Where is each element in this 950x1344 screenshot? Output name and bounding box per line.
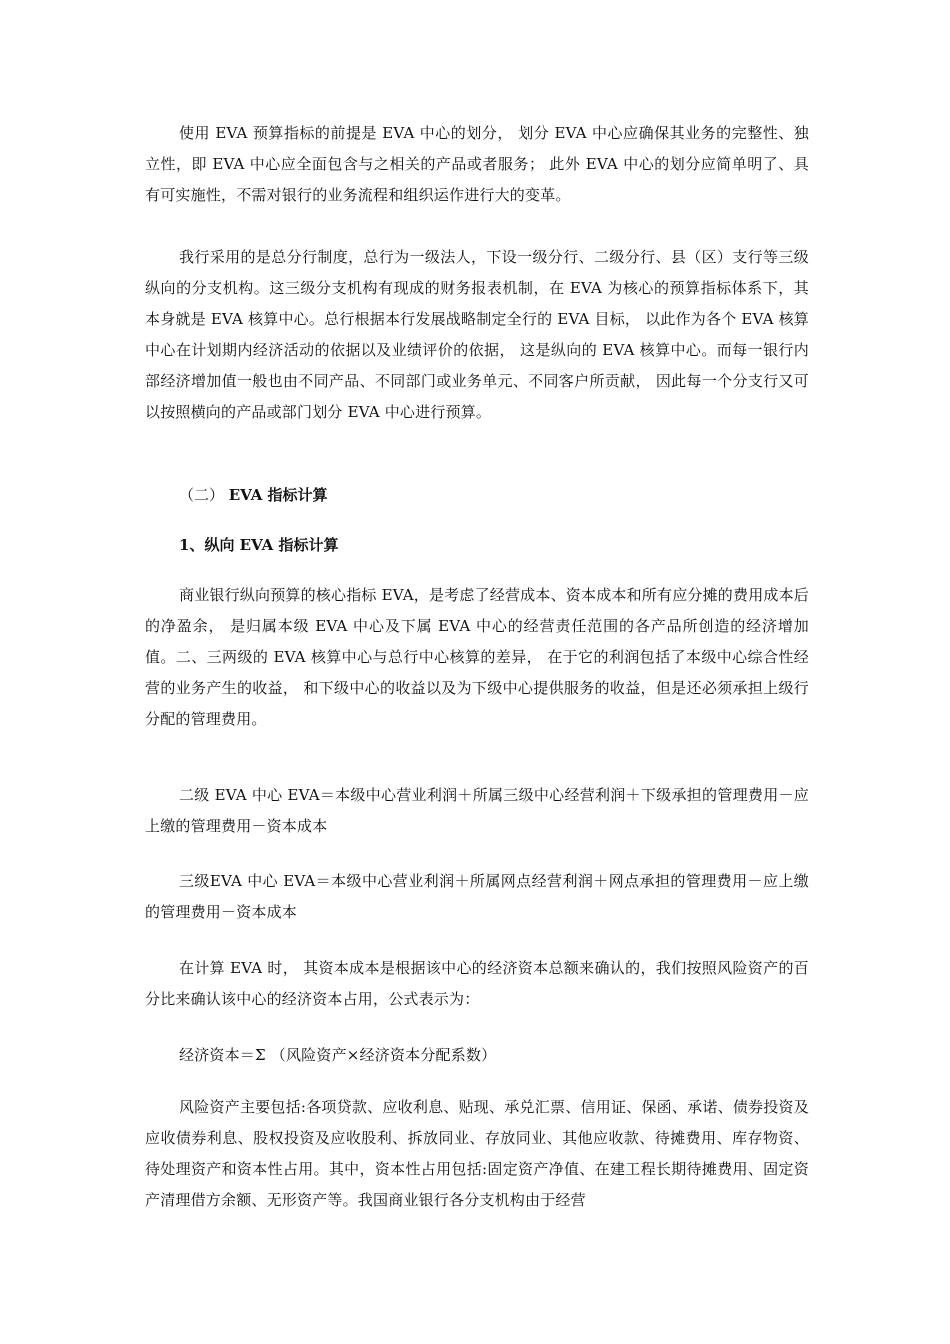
section-heading-number: （二） [179,486,229,504]
subsection-heading-vertical-eva [145,530,809,561]
formula-third-level-eva: 三级EVA 中心 EVA＝本级中心营业利润＋所属网点经营利润＋网点承担的管理费用－应上缴的管理费用－资本成本 [145,872,809,921]
paragraph-capital-cost: 在计算 EVA 时， 其资本成本是根据该中心的经济资本总额来确认的，我们按照风险资产的百分比来确认该中心的经济资本占用，公式表示为： [145,959,809,1008]
paragraph-branch-structure: 我行采用的是总分行制度，总行为一级法人，下设一级分行、二级分行、县（区）支行等三级纵向的分支机构。这三级分支机构有现成的财务报表机制，在 EVA 为核心的预算指标体系下，其本身就是 EVA 核算中心。总行根据本行发展战略制定全行的 EVA 目标， 以此作为各个 EVA 核算中心在计划期内经济活动的依据以及业绩评价的依据， 这是纵向的 EVA 核算中心。而每一银行内部经济增加值一般也由不同产品、不同部门或业务单元、不同客户所贡献， 因此每一个分支行又可以按照横向的产品或部门划分 EVA 中心进行预算。 [145,248,809,421]
paragraph-risk-assets: 风险资产主要包括:各项贷款、应收利息、贴现、承兑汇票、信用证、保函、承诺、债券投资及应收债券利息、股权投资及应收股利、拆放同业、存放同业、其他应收款、待摊费用、库存物资、待处理资产和资本性占用。其中，资本性占用包括:固定资产净值、在建工程长期待摊费用、固定资产清理借方余额、无形资产等。我国商业银行各分支机构由于经营 [145,1098,809,1209]
formula-second-level-eva: 二级 EVA 中心 EVA＝本级中心营业利润＋所属三级中心经营利润＋下级承担的管理费用－应上缴的管理费用－资本成本 [145,786,809,835]
formula-economic-capital: 经济资本＝Σ （风险资产×经济资本分配系数） [179,1046,497,1064]
paragraph-eva-center-division: 使用 EVA 预算指标的前提是 EVA 中心的划分， 划分 EVA 中心应确保其业务的完整性、独立性，即 EVA 中心应全面包含与之相关的产品或者服务； 此外 EVA 中心的划分应简单明了、具有可实施性，不需对银行的业务流程和组织运作进行大的变革。 [145,124,809,204]
subsection-heading-suffix: 指标计算 [273,536,339,554]
subsection-heading-title: 纵向 EVA [204,536,274,554]
section-heading-title: EVA 指标计算 [228,486,328,504]
paragraph-core-indicator: 商业银行纵向预算的核心指标 EVA，是考虑了经营成本、资本成本和所有应分摊的费用成本后的净盈余， 是归属本级 EVA 中心及下属 EVA 中心的经营责任范围的各产品所创造的经济增加值。二、三两级的 EVA 核算中心与总行中心核算的差异， 在于它的利润包括了本级中心综合性经营的业务产生的收益， 和下级中心的收益以及为下级中心提供服务的收益，但是还必须承担上级行分配的管理费用。 [145,586,809,728]
subsection-heading-number: 1、 [179,536,205,554]
section-heading-eva-calculation [145,480,809,511]
